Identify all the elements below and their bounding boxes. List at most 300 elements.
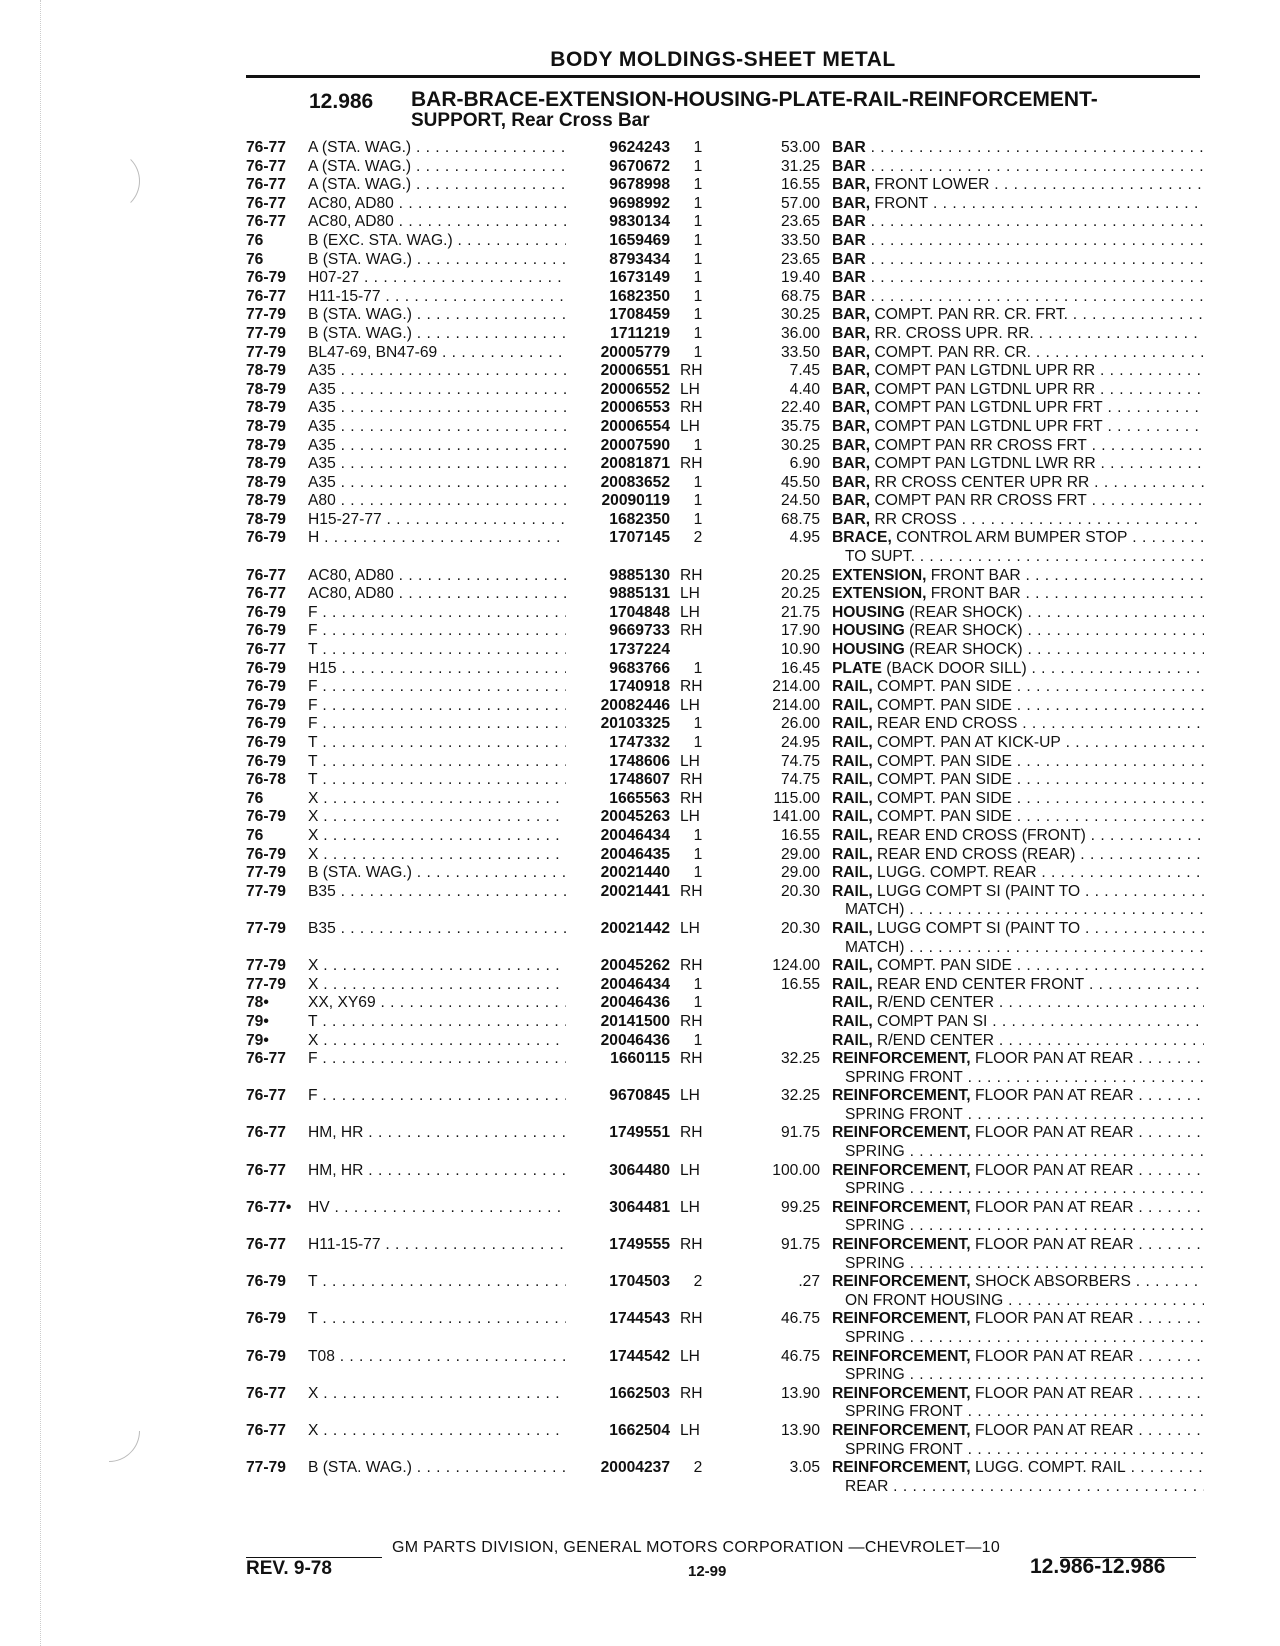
description-continuation-text: SPRING FRONT [845, 1068, 963, 1086]
quantity-or-side: 1 [693, 864, 703, 882]
model-code [308, 399, 566, 418]
description-heading: BAR [832, 250, 866, 268]
model-code-text: A35 [308, 417, 336, 435]
quantity-or-side: RH [680, 1236, 703, 1254]
description-detail: COMPT. PAN RR. CR. [870, 343, 1031, 361]
model-code [308, 641, 566, 660]
part-row [246, 269, 1200, 288]
quantity-or-side: LH [680, 752, 700, 770]
description-line [832, 158, 1204, 177]
description-heading: REINFORCEMENT, [832, 1421, 971, 1439]
model-year: 78-79 [246, 473, 286, 491]
description-heading: BAR, [832, 510, 871, 528]
quantity-or-side: 1 [693, 343, 703, 361]
list-price: 30.25 [780, 306, 820, 324]
list-price: 141.00 [772, 808, 820, 826]
list-price: 6.90 [789, 455, 820, 473]
description-continuation-text: SPRING FRONT [845, 1105, 963, 1123]
dot-leader [336, 455, 566, 472]
dot-leader [411, 158, 566, 175]
model-year: 76-79 [246, 696, 286, 714]
model-year: 76-79 [246, 529, 286, 547]
part-description [832, 883, 1204, 920]
list-price: 68.75 [780, 287, 820, 305]
model-year: 76-77 [246, 1161, 286, 1179]
description-continuation-text: SPRING [845, 1254, 905, 1272]
description-heading: RAIL, [832, 808, 873, 826]
description-heading: BAR [832, 157, 866, 175]
description-line [832, 827, 1204, 846]
part-row [246, 883, 1200, 920]
list-price: 21.75 [780, 603, 820, 621]
description-heading: BAR, [832, 306, 871, 324]
model-year: 76-79 [246, 1347, 286, 1365]
quantity-or-side: LH [680, 603, 700, 621]
quantity-or-side: RH [680, 455, 703, 473]
model-year: 76 [246, 250, 264, 268]
description-detail: REAR END CENTER FRONT [872, 975, 1085, 993]
part-number: 1662503 [609, 1384, 670, 1402]
part-description [832, 1348, 1204, 1385]
quantity-or-side: LH [680, 1421, 700, 1439]
part-row [246, 1199, 1200, 1236]
part-number: 1704848 [609, 603, 670, 621]
dot-leader [318, 715, 566, 732]
quantity-or-side: LH [680, 1198, 700, 1216]
model-code-text: X [308, 789, 319, 807]
model-year: 77-79 [246, 1459, 286, 1477]
footer-publisher: GM PARTS DIVISION, GENERAL MOTORS CORPORATION —CHEVROLET—10 [392, 1539, 1001, 1556]
model-year: 76-77 [246, 1421, 286, 1439]
model-code [308, 976, 566, 995]
list-price: 17.90 [780, 622, 820, 640]
part-row [246, 195, 1200, 214]
quantity-or-side: 1 [693, 715, 703, 733]
part-number: 20083652 [600, 473, 670, 491]
section-title [411, 90, 1211, 131]
model-year: 76-79 [246, 1273, 286, 1291]
part-row [246, 511, 1200, 530]
description-line [832, 734, 1204, 753]
part-description [832, 1422, 1204, 1459]
part-number: 1660115 [610, 1050, 670, 1068]
description-detail: COMPT PAN LGTDNL UPR RR [870, 380, 1096, 398]
quantity-or-side: 1 [693, 845, 703, 863]
list-price: 74.75 [780, 752, 820, 770]
description-line [832, 344, 1204, 363]
quantity-or-side: 1 [693, 139, 703, 156]
list-price: 36.00 [780, 324, 820, 342]
model-year: 76-77 [246, 139, 286, 156]
binder-hole-top [78, 150, 140, 212]
description-line [832, 1422, 1204, 1441]
description-detail: FRONT LOWER [870, 176, 990, 194]
model-code [308, 920, 566, 939]
part-description [832, 641, 1204, 660]
model-code-text: HM, HR [308, 1124, 364, 1142]
model-year: 79• [246, 1012, 269, 1030]
model-code-text: T [308, 752, 318, 770]
quantity-or-side: RH [680, 957, 703, 975]
part-number: 20006551 [600, 362, 670, 380]
quantity-or-side: RH [680, 399, 703, 417]
model-year: 78-79 [246, 380, 286, 398]
part-number: 9678998 [609, 176, 670, 194]
quantity-or-side: 1 [693, 250, 703, 268]
part-description [832, 1273, 1204, 1310]
part-description [832, 622, 1204, 641]
model-code [308, 1422, 566, 1441]
quantity-or-side: RH [680, 1012, 703, 1030]
list-price: 46.75 [780, 1310, 820, 1328]
description-heading: RAIL, [832, 845, 873, 863]
model-code-text: X [308, 1031, 319, 1049]
description-line [832, 1199, 1204, 1218]
dot-leader [336, 920, 566, 937]
description-line [832, 418, 1204, 437]
part-number: 1673149 [609, 269, 670, 287]
part-description [832, 1124, 1204, 1161]
model-code [308, 585, 566, 604]
description-detail: FLOOR PAN AT REAR [970, 1198, 1134, 1216]
description-continuation [832, 1217, 1204, 1236]
description-heading: REINFORCEMENT, [832, 1459, 971, 1477]
list-price: 16.55 [780, 975, 820, 993]
description-line [832, 715, 1204, 734]
part-description [832, 1459, 1204, 1496]
part-description [832, 213, 1204, 232]
part-number: 20006552 [600, 380, 670, 398]
model-year: 78-79 [246, 492, 286, 510]
description-line [832, 474, 1204, 493]
dot-leader [318, 1087, 566, 1104]
part-number: 20141500 [600, 1012, 670, 1030]
model-year: 76-79 [246, 1310, 286, 1328]
part-description [832, 771, 1204, 790]
model-code [308, 176, 566, 195]
part-description [832, 418, 1204, 437]
model-code-text: H11-15-77 [308, 287, 381, 305]
dot-leader [318, 771, 566, 788]
model-year: 76 [246, 231, 264, 249]
model-code-text: H11-15-77 [308, 1236, 381, 1254]
description-line [832, 585, 1204, 604]
part-number: 20046434 [600, 975, 670, 993]
description-continuation [832, 1069, 1204, 1088]
model-year: 76-78 [246, 771, 286, 789]
part-row [246, 1310, 1200, 1347]
part-row [246, 325, 1200, 344]
list-price: 29.00 [780, 864, 820, 882]
list-price: 214.00 [772, 696, 820, 714]
description-line [832, 325, 1204, 344]
model-code [308, 1162, 566, 1181]
description-heading: RAIL, [832, 957, 873, 975]
part-row [246, 715, 1200, 734]
model-year: 76-77 [246, 213, 286, 231]
part-number: 20046436 [600, 994, 670, 1012]
part-description [832, 1050, 1204, 1087]
description-detail: COMPT PAN SI [872, 1012, 988, 1030]
part-number: 20046434 [600, 826, 670, 844]
model-code [308, 753, 566, 772]
model-code [308, 1385, 566, 1404]
description-continuation [832, 1366, 1204, 1385]
description-heading: EXTENSION, [832, 566, 927, 584]
description-detail: COMPT. PAN AT KICK-UP [872, 734, 1061, 751]
description-heading: REINFORCEMENT, [832, 1087, 971, 1105]
part-row [246, 1087, 1200, 1124]
model-code-text: H07-27 [308, 269, 360, 287]
description-line [832, 976, 1204, 995]
model-code [308, 567, 566, 586]
part-row [246, 678, 1200, 697]
part-description [832, 846, 1204, 865]
dot-leader [336, 381, 566, 398]
description-detail: LUGG COMPT SI (PAINT TO [872, 882, 1081, 900]
model-code-text: HV [308, 1198, 330, 1216]
description-heading: RAIL, [832, 919, 873, 937]
dot-leader [318, 1050, 566, 1067]
list-price: 31.25 [780, 157, 820, 175]
model-code-text: T [308, 1012, 318, 1030]
model-code [308, 678, 566, 697]
part-description [832, 511, 1204, 530]
part-description [832, 1087, 1204, 1124]
quantity-or-side: 1 [693, 975, 703, 993]
description-detail: FLOOR PAN AT REAR [970, 1310, 1134, 1328]
header-rule [246, 75, 1200, 78]
part-row [246, 604, 1200, 623]
description-line [832, 511, 1204, 530]
part-description [832, 455, 1204, 474]
revision-date: REV. 9-78 [246, 1558, 332, 1579]
model-code [308, 1087, 566, 1106]
part-row [246, 920, 1200, 957]
model-year: 77-79 [246, 975, 286, 993]
part-number: 20046435 [600, 845, 670, 863]
dot-leader [319, 529, 566, 546]
model-year: 76-77 [246, 585, 286, 603]
section-subtitle: SUPPORT, Rear Cross Bar [411, 110, 650, 131]
part-number: 8793434 [609, 250, 670, 268]
description-heading: BAR [832, 287, 866, 305]
part-row [246, 660, 1200, 679]
quantity-or-side: RH [680, 882, 703, 900]
part-row [246, 1124, 1200, 1161]
part-row [246, 567, 1200, 586]
model-code-text: B35 [308, 882, 336, 900]
description-detail: RR CROSS CENTER UPR RR [870, 473, 1090, 491]
description-detail: COMPT. PAN SIDE [872, 789, 1012, 807]
model-code-text: A35 [308, 362, 336, 380]
description-continuation [832, 1143, 1204, 1162]
model-code-text: HM, HR [308, 1161, 364, 1179]
model-code-text: AC80, AD80 [308, 194, 394, 212]
description-line [832, 1124, 1204, 1143]
quantity-or-side: 1 [693, 324, 703, 342]
part-row [246, 418, 1200, 437]
description-heading: REINFORCEMENT, [832, 1161, 971, 1179]
part-row [246, 957, 1200, 976]
description-line [832, 957, 1204, 976]
description-line [832, 1273, 1204, 1292]
description-heading: HOUSING [832, 622, 905, 640]
model-year: 76-79 [246, 659, 286, 677]
model-code-text: X [308, 808, 319, 826]
dot-leader [318, 697, 566, 714]
part-row [246, 771, 1200, 790]
dot-leader [318, 1013, 566, 1030]
part-row [246, 306, 1200, 325]
description-continuation-text: SPRING [845, 1329, 905, 1346]
list-price: 20.30 [780, 919, 820, 937]
part-number: 1749551 [609, 1124, 670, 1142]
description-line [832, 381, 1204, 400]
dot-leader [394, 585, 566, 602]
part-number: 9698992 [609, 194, 670, 212]
description-detail: FRONT BAR [926, 566, 1021, 584]
part-row [246, 1236, 1200, 1273]
part-description [832, 1385, 1204, 1422]
dot-leader [318, 1385, 566, 1402]
description-detail: FRONT [870, 194, 929, 212]
description-line [832, 883, 1204, 902]
dot-leader [382, 511, 566, 528]
dot-leader [318, 678, 566, 695]
model-year: 76-79 [246, 715, 286, 733]
description-detail: RR. CROSS UPR. RR. [870, 324, 1034, 342]
description-heading: BAR, [832, 436, 871, 454]
description-continuation [832, 548, 1204, 567]
page-number: 12-99 [688, 1563, 727, 1580]
description-detail: FLOOR PAN AT REAR [970, 1050, 1134, 1068]
description-continuation [832, 1329, 1204, 1348]
model-code-text: B (STA. WAG.) [308, 1459, 412, 1477]
model-code-text: B35 [308, 919, 336, 937]
model-year: 76-79 [246, 752, 286, 770]
model-code-text: T08 [308, 1347, 335, 1365]
dot-leader [336, 418, 566, 435]
model-code [308, 381, 566, 400]
quantity-or-side: LH [680, 1347, 700, 1365]
dot-leader [318, 827, 566, 844]
part-row [246, 232, 1200, 251]
quantity-or-side: RH [680, 1050, 703, 1068]
part-number: 9670845 [609, 1087, 670, 1105]
model-code-text: T [308, 734, 318, 751]
description-line [832, 1236, 1204, 1255]
quantity-or-side: RH [680, 771, 703, 789]
dot-leader [318, 1273, 566, 1290]
part-number: 1748606 [609, 752, 670, 770]
dot-leader [318, 808, 566, 825]
part-description [832, 399, 1204, 418]
part-number: 20090119 [601, 492, 670, 510]
list-price: 45.50 [780, 473, 820, 491]
model-code-text: F [308, 1087, 318, 1105]
description-line [832, 622, 1204, 641]
part-description [832, 474, 1204, 493]
quantity-or-side: 1 [693, 269, 703, 287]
model-year: 77-79 [246, 864, 286, 882]
part-row [246, 1273, 1200, 1310]
description-line [832, 1385, 1204, 1404]
description-line [832, 1459, 1204, 1478]
description-heading: BAR, [832, 399, 871, 417]
description-line [832, 697, 1204, 716]
description-detail: COMPT PAN LGTDNL UPR FRT [870, 399, 1103, 417]
model-code-text: A35 [308, 455, 336, 473]
dot-leader [412, 251, 566, 268]
model-code [308, 139, 566, 158]
section-range: 12.986-12.986 [1030, 1555, 1166, 1578]
description-line [832, 660, 1204, 679]
list-price: 7.45 [789, 362, 820, 380]
part-number: 9624243 [609, 139, 670, 156]
dot-leader [318, 976, 566, 993]
model-code [308, 288, 566, 307]
description-detail: (REAR SHOCK) [904, 603, 1023, 621]
description-line [832, 920, 1204, 939]
description-continuation-text: SPRING [845, 1366, 905, 1384]
description-detail: COMPT. PAN RR. CR. FRT. [870, 306, 1068, 324]
list-price: 32.25 [780, 1087, 820, 1105]
model-code [308, 437, 566, 456]
dot-leader [318, 790, 566, 807]
quantity-or-side: 1 [693, 176, 703, 194]
model-code [308, 1273, 566, 1292]
part-description [832, 176, 1204, 195]
quantity-or-side: 2 [693, 529, 703, 547]
part-number: 1665563 [609, 789, 670, 807]
model-code [308, 846, 566, 865]
model-year: 76 [246, 826, 264, 844]
quantity-or-side: 1 [693, 510, 703, 528]
part-description [832, 604, 1204, 623]
list-price: 214.00 [772, 678, 820, 696]
model-code [308, 1032, 566, 1051]
model-code [308, 1199, 566, 1218]
model-code-text: B (STA. WAG.) [308, 324, 412, 342]
part-row [246, 362, 1200, 381]
dot-leader [318, 734, 566, 751]
quantity-or-side: 1 [693, 734, 703, 751]
list-price: 13.90 [780, 1384, 820, 1402]
dot-leader [411, 139, 566, 156]
dot-leader [318, 641, 566, 658]
quantity-or-side: RH [680, 1124, 703, 1142]
part-description [832, 827, 1204, 846]
quantity-or-side: RH [680, 789, 703, 807]
description-continuation [832, 1441, 1204, 1460]
part-description [832, 232, 1204, 251]
model-code-text: X [308, 1421, 319, 1439]
description-line [832, 399, 1204, 418]
description-line [832, 604, 1204, 623]
part-row [246, 585, 1200, 604]
quantity-or-side: LH [680, 585, 700, 603]
dot-leader [411, 176, 566, 193]
model-code-text: T [308, 1273, 318, 1291]
list-price: 91.75 [780, 1124, 820, 1142]
description-continuation-text: MATCH) [845, 938, 905, 956]
part-number: 3064481 [609, 1198, 670, 1216]
description-heading: BAR, [832, 324, 871, 342]
model-code-text: A35 [308, 399, 336, 417]
model-code [308, 455, 566, 474]
model-code-text: X [308, 957, 319, 975]
